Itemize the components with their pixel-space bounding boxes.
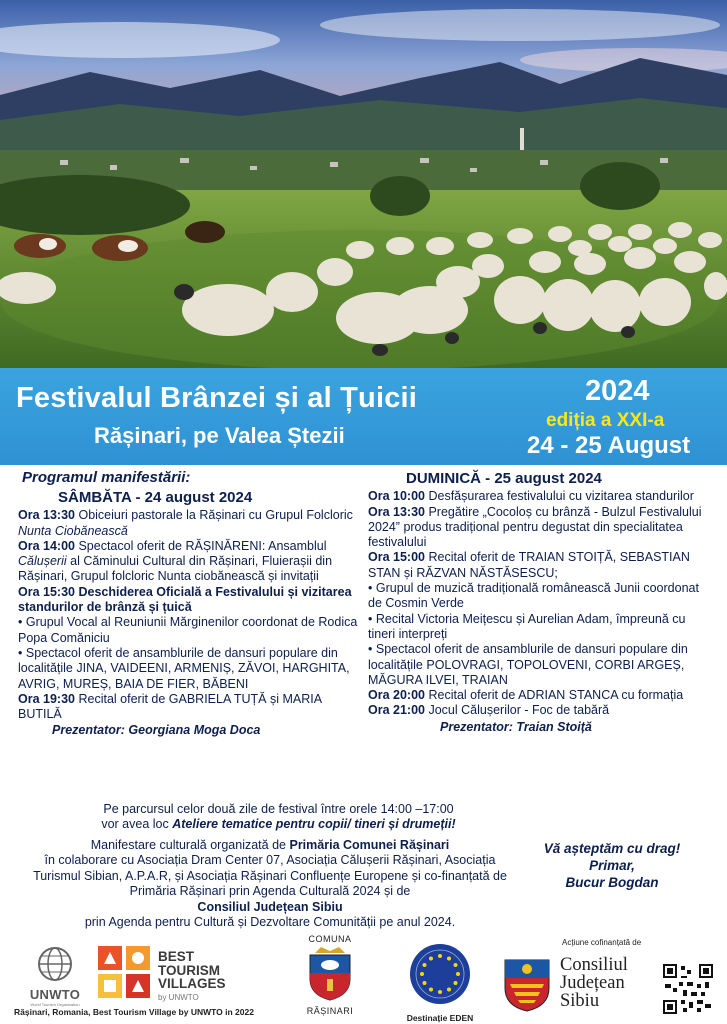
program-bullet: • Spectacol oferit de ansamblurile de dansuri populare din localitățile JINA, VAIDEENI, ARMENIȘ, ZĂVOI, HARGHITA, AVRIG, MUREȘ, BAIA DE FIER, BĂBENI <box>18 646 358 692</box>
festival-title: Festivalul Brânzei și al Țuicii <box>16 382 418 414</box>
program-entry <box>368 688 713 703</box>
unwto-name: UNWTO <box>29 987 81 1002</box>
festival-location: Rășinari, pe Valea Ștezii <box>94 423 345 448</box>
entry-text: Recital oferit de TRAIAN STOIȚĂ, SEBASTIAN STAN și RĂZVAN NĂSTĂSESCU; <box>368 550 690 580</box>
sunday-title: DUMINICĂ - 25 august 2024 <box>406 470 602 487</box>
btv-line: BEST <box>158 949 195 964</box>
entry-emphasis: Nunta Ciobănească <box>18 523 128 538</box>
greeting-line: Vă așteptăm cu drag! <box>543 841 681 856</box>
entry-text: Jocul Călușerilor - Foc de tabără <box>428 703 610 718</box>
cj-line: Sibiu <box>560 991 600 1011</box>
sunday-program <box>368 471 713 735</box>
organizers-line <box>20 838 520 853</box>
workshops-line: Pe parcursul celor două zile de festival între orele 14:00 –17:00 <box>103 802 454 816</box>
comuna-name: RĂȘINARI <box>306 1006 354 1016</box>
globe-icon <box>37 946 73 982</box>
program-entry <box>18 539 358 585</box>
hero-photo <box>0 0 727 368</box>
btv-caption: Rășinari, Romania, Best Tourism Village by UNWTO in 2022 <box>14 1007 254 1017</box>
entry-text: Obiceiuri pastorale la Rășinari cu Grupul Folcloric <box>78 508 353 523</box>
eu-stars-icon <box>408 942 472 1006</box>
cofunding-note: Acțiune cofinanțată de <box>562 938 642 947</box>
entry-text-continued: al Căminului Cultural din Rășinari, Fluierașii din Rășinari, Grupul folcloric Nunta ciobănească și invitații <box>18 554 333 584</box>
entry-text: Desfășurarea festivalului cu vizitarea standurilor <box>428 489 694 504</box>
mayor-greeting <box>512 840 712 891</box>
entry-time: Ora 20:00 <box>368 688 425 703</box>
organizers-partners: în colaborare cu Asociația Dram Center 07, Asociația Călușerii Rășinari, Asociația Turismul Sibian, A.P.A.R, și Asociația Rășinari Confluențe Europene și co-finanțată de Primăria Rășinari prin Agenda Culturală 2024 și de <box>33 853 507 899</box>
cj-name <box>560 956 628 1010</box>
saturday-presenter: Prezentator: Georgiana Moga Doca <box>52 723 261 738</box>
pastoral-landscape-image <box>0 0 727 368</box>
entry-time: Ora 13:30 <box>368 504 425 519</box>
sunday-presenter: Prezentator: Traian Stoiță <box>440 719 592 734</box>
organizers-note <box>20 838 520 930</box>
program-entry <box>18 585 358 616</box>
coat-of-arms-icon <box>305 945 355 1001</box>
best-tourism-villages-logo <box>96 944 256 1004</box>
program-bullet: • Grupul Vocal al Reuniunii Mărginenilor coordonat de Rodica Popa Comăniciu <box>18 615 358 646</box>
program-entry <box>18 692 358 723</box>
entry-text: Recital oferit de ADRIAN STANCA cu formația <box>428 688 684 703</box>
qr-code-icon[interactable] <box>663 964 713 1014</box>
greeting-name: Bucur Bogdan <box>565 875 659 890</box>
comuna-rasinari-logo <box>296 934 364 1016</box>
program-bullet: • Grupul de muzică tradițională românească Junii coordonat de Cosmin Verde <box>368 581 713 612</box>
eden-label: Destinație EDEN <box>406 1013 474 1023</box>
cj-line: Județean <box>560 973 625 993</box>
program-bullet: • Spectacol oferit de ansamblurile de dansuri populare din localitățile POLOVRAGI, TOPOLOVENI, CORBI ARGEȘ, MĂGURA ILVEI, TRAIAN <box>368 642 713 688</box>
organizers-agenda: prin Agenda pentru Cultură și Dezvoltare Comunității pe anul 2024. <box>84 915 456 930</box>
entry-time: Ora 10:00 <box>368 489 425 504</box>
btv-by: by UNWTO <box>158 992 199 1002</box>
workshops-highlight: Ateliere tematice pentru copii/ tineri și drumeții! <box>172 817 456 831</box>
entry-time: Ora 21:00 <box>368 703 425 718</box>
festival-year: 2024 <box>585 375 650 407</box>
entry-time: Ora 15:30 <box>18 584 75 599</box>
comuna-label: COMUNA <box>308 934 352 944</box>
program-entry <box>368 489 713 504</box>
greeting-role: Primar, <box>589 858 635 873</box>
organizers-cofunder: Consiliul Județean Sibiu <box>197 899 343 914</box>
entry-time: Ora 13:30 <box>18 508 75 523</box>
entry-text: Spectacol oferit de RĂȘINĂRENI: Ansamblul <box>78 538 327 553</box>
cj-line: Consiliul <box>560 955 628 975</box>
county-crest-icon <box>502 956 552 1012</box>
organizers-bold: Primăria Comunei Rășinari <box>289 838 450 852</box>
organizers-text: Manifestare culturală organizată de <box>90 838 286 852</box>
btv-text <box>158 950 226 1004</box>
entry-time: Ora 14:00 <box>18 538 75 553</box>
unwto-logo <box>24 946 86 1007</box>
program-entry <box>368 703 713 718</box>
btv-line: VILLAGES <box>158 976 226 991</box>
program-entry <box>368 505 713 551</box>
program-bullet: • Recital Victoria Meițescu și Aurelian Adam, împreună cu tineri interpreți <box>368 612 713 643</box>
entry-emphasis: Călușerii <box>18 554 67 569</box>
entry-time: Ora 15:00 <box>368 550 425 565</box>
festival-dates: 24 - 25 August <box>527 432 691 459</box>
festival-edition: ediția a XXI-a <box>546 410 665 431</box>
eden-logo <box>402 942 478 1023</box>
btv-line: TOURISM <box>158 962 221 978</box>
btv-mark-icon <box>96 944 152 1000</box>
program-entry <box>18 508 358 539</box>
entry-time: Ora 19:30 <box>18 691 75 706</box>
unwto-org: World Tourism Organization <box>30 1002 80 1007</box>
workshops-note <box>0 802 727 832</box>
saturday-program <box>18 490 358 739</box>
festival-banner <box>0 368 727 465</box>
entry-bold-text: Deschiderea Oficială a Festivalului și vizitarea standurilor de brânză și țuică <box>18 584 352 615</box>
program-heading: Programul manifestării: <box>22 469 191 486</box>
sponsor-logos <box>0 930 727 1024</box>
saturday-title: SÂMBĂTA - 24 august 2024 <box>58 489 253 506</box>
entry-text: Recital oferit de GABRIELA TUȚĂ și MARIA BUTILĂ <box>18 691 322 722</box>
entry-text: Pregătire „Cocoloș cu brânză - Bulzul Festivalului 2024” produs tradițional pentru degustat din specialitatea festivalului <box>368 504 702 550</box>
workshops-text: vor avea loc <box>101 817 169 831</box>
workshops-line <box>40 817 517 832</box>
program-entry <box>368 550 713 581</box>
